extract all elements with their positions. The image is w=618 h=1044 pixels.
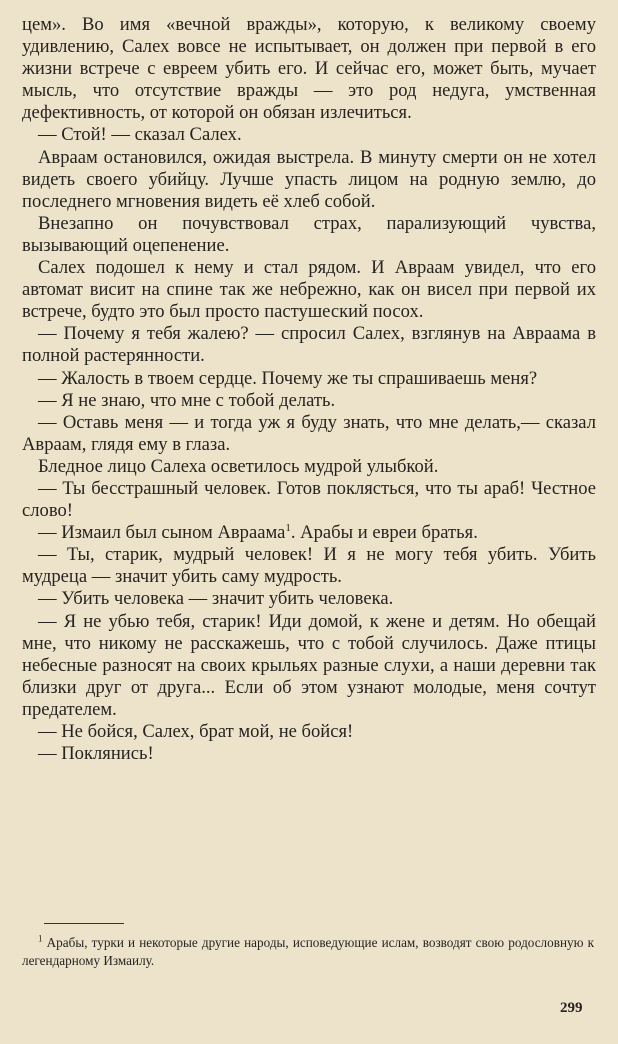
paragraph	[22, 323, 596, 367]
paragraph-text: — Жалость в твоем сердце. Почему же ты спрашиваешь меня?	[38, 367, 538, 389]
paragraph-text: цем». Во имя «вечной вражды», которую, к великому своему удивлению, Салех вовсе не испытывает, он должен при первой в его жизни встрече с евреем убить его. И сейчас его, может быть, мучает мысль, что отсутствие вражды — это род недуга, умственная дефективность, от которой он обязан излечиться.	[22, 14, 596, 124]
footnote-rule	[44, 923, 124, 924]
footnote	[22, 934, 594, 970]
paragraph-text: — Поклянись!	[38, 743, 154, 765]
paragraph	[22, 368, 596, 390]
paragraph	[22, 390, 596, 412]
paragraph	[22, 721, 596, 743]
paragraph	[22, 522, 596, 544]
footnote-reference: 1	[285, 521, 291, 534]
paragraph-text: — Не бойся, Салех, брат мой, не бойся!	[38, 721, 354, 742]
paragraph	[22, 544, 596, 588]
paragraph-text: — Ты бесстрашный человек. Готов поклясться, что ты араб! Честное слово!	[22, 477, 596, 522]
paragraph-text: — Я не убью тебя, старик! Иди домой, к жене и детям. Но обещай мне, что никому не расскажешь, что с тобой случилось. Даже птицы небесные разносят на своих крыльях разные слухи, а наши деревни так близки друг от друга... Если об этом узнают молодые, меня сочтут предателем.	[22, 610, 596, 720]
paragraph-text: — Оставь меня — и тогда уж я буду знать, что мне делать,— сказал Авраам, глядя ему в глаза.	[22, 411, 596, 455]
paragraph	[22, 213, 596, 257]
paragraph-text: — Почему я тебя жалею? — спросил Салех, взглянув на Авраама в полной растерянности.	[22, 323, 596, 367]
paragraph	[22, 412, 596, 456]
footnote-text: Арабы, турки и некоторые другие народы, исповедующие ислам, возводят свою родословную к легендарному Измаилу.	[22, 935, 595, 968]
paragraph-text: Внезапно он почувствовал страх, парализующий чувства, вызывающий оцепенение.	[22, 212, 596, 256]
main-text	[22, 14, 596, 765]
paragraph-text: — Убить человека — значит убить человека.	[38, 588, 394, 610]
paragraph	[22, 14, 596, 124]
paragraph-text: — Я не знаю, что мне с тобой делать.	[38, 389, 336, 411]
paragraph-text: — Стой! — сказал Салех.	[38, 124, 242, 146]
paragraph-text: Салех подошел к нему и стал рядом. И Авраам увидел, что его автомат висит на спине так же небрежно, как он висел при первой их встрече, будто это был просто пастушеский посох.	[22, 257, 596, 323]
paragraph-text: Авраам остановился, ожидая выстрела. В минуту смерти он не хотел видеть своего убийцу. Лучше упасть лицом на родную землю, до последнего мгновения видеть её хлеб собой.	[22, 146, 596, 212]
paragraph	[22, 257, 596, 323]
paragraph	[22, 124, 596, 146]
paragraph	[22, 478, 596, 522]
paragraph-text: . Арабы и евреи братья.	[290, 522, 478, 544]
paragraph	[22, 743, 596, 765]
footnote-number: 1	[38, 933, 43, 944]
paragraph-text: — Ты, старик, мудрый человек! И я не могу тебя убить. Убить мудреца — значит убить саму мудрость.	[22, 544, 596, 588]
paragraph	[22, 611, 596, 721]
paragraph-text: Бледное лицо Салеха осветилось мудрой улыбкой.	[38, 455, 439, 477]
paragraph	[22, 147, 596, 213]
paragraph	[22, 456, 596, 478]
page-number: 299	[560, 1000, 583, 1016]
paragraph-text: — Измаил был сыном Авраама	[38, 522, 286, 544]
paragraph	[22, 588, 596, 610]
